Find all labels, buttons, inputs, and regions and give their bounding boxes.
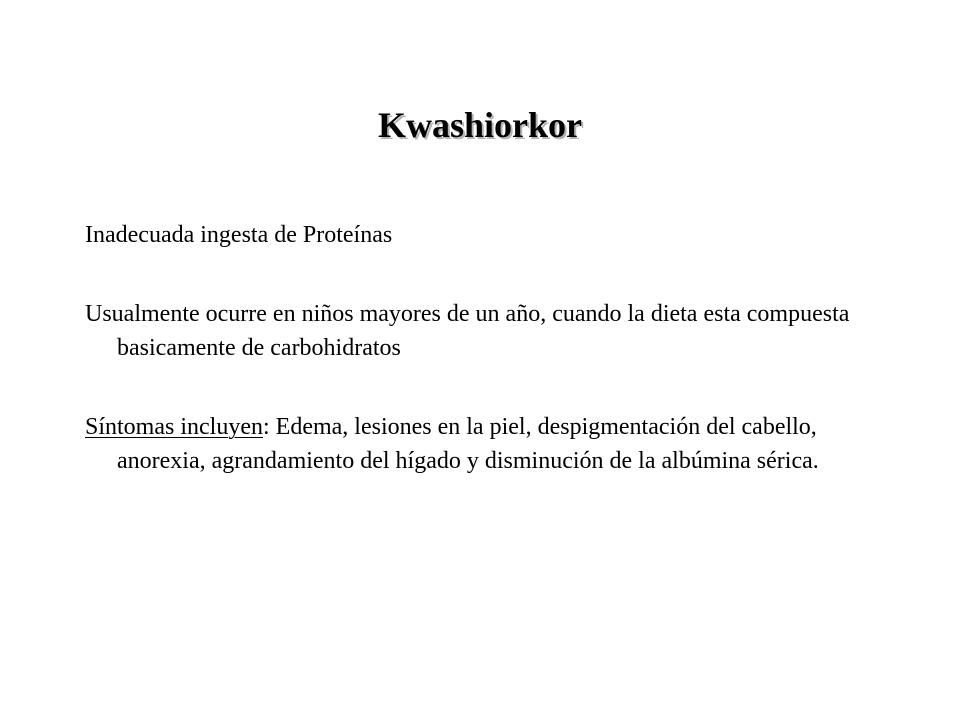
paragraph-occurrence [85, 297, 885, 365]
paragraph-intake-text: Inadecuada ingesta de Proteínas [85, 222, 393, 248]
paragraph-intake [85, 218, 885, 252]
paragraph-symptoms [85, 410, 885, 478]
symptoms-lead: Síntomas incluyen [85, 414, 263, 440]
symptoms-text: Edema, lesiones en la piel, despigmentación del cabello, anorexia, agrandamiento del hígado y disminución de la albúmina sérica. [117, 414, 819, 474]
symptoms-separator: : [262, 414, 270, 440]
paragraph-occurrence-text: Usualmente ocurre en niños mayores de un año, cuando la dieta esta compuesta basicamente de carbohidratos [85, 301, 850, 361]
slide-title: Kwashiorkor [377, 105, 582, 145]
slide-body [85, 218, 885, 523]
